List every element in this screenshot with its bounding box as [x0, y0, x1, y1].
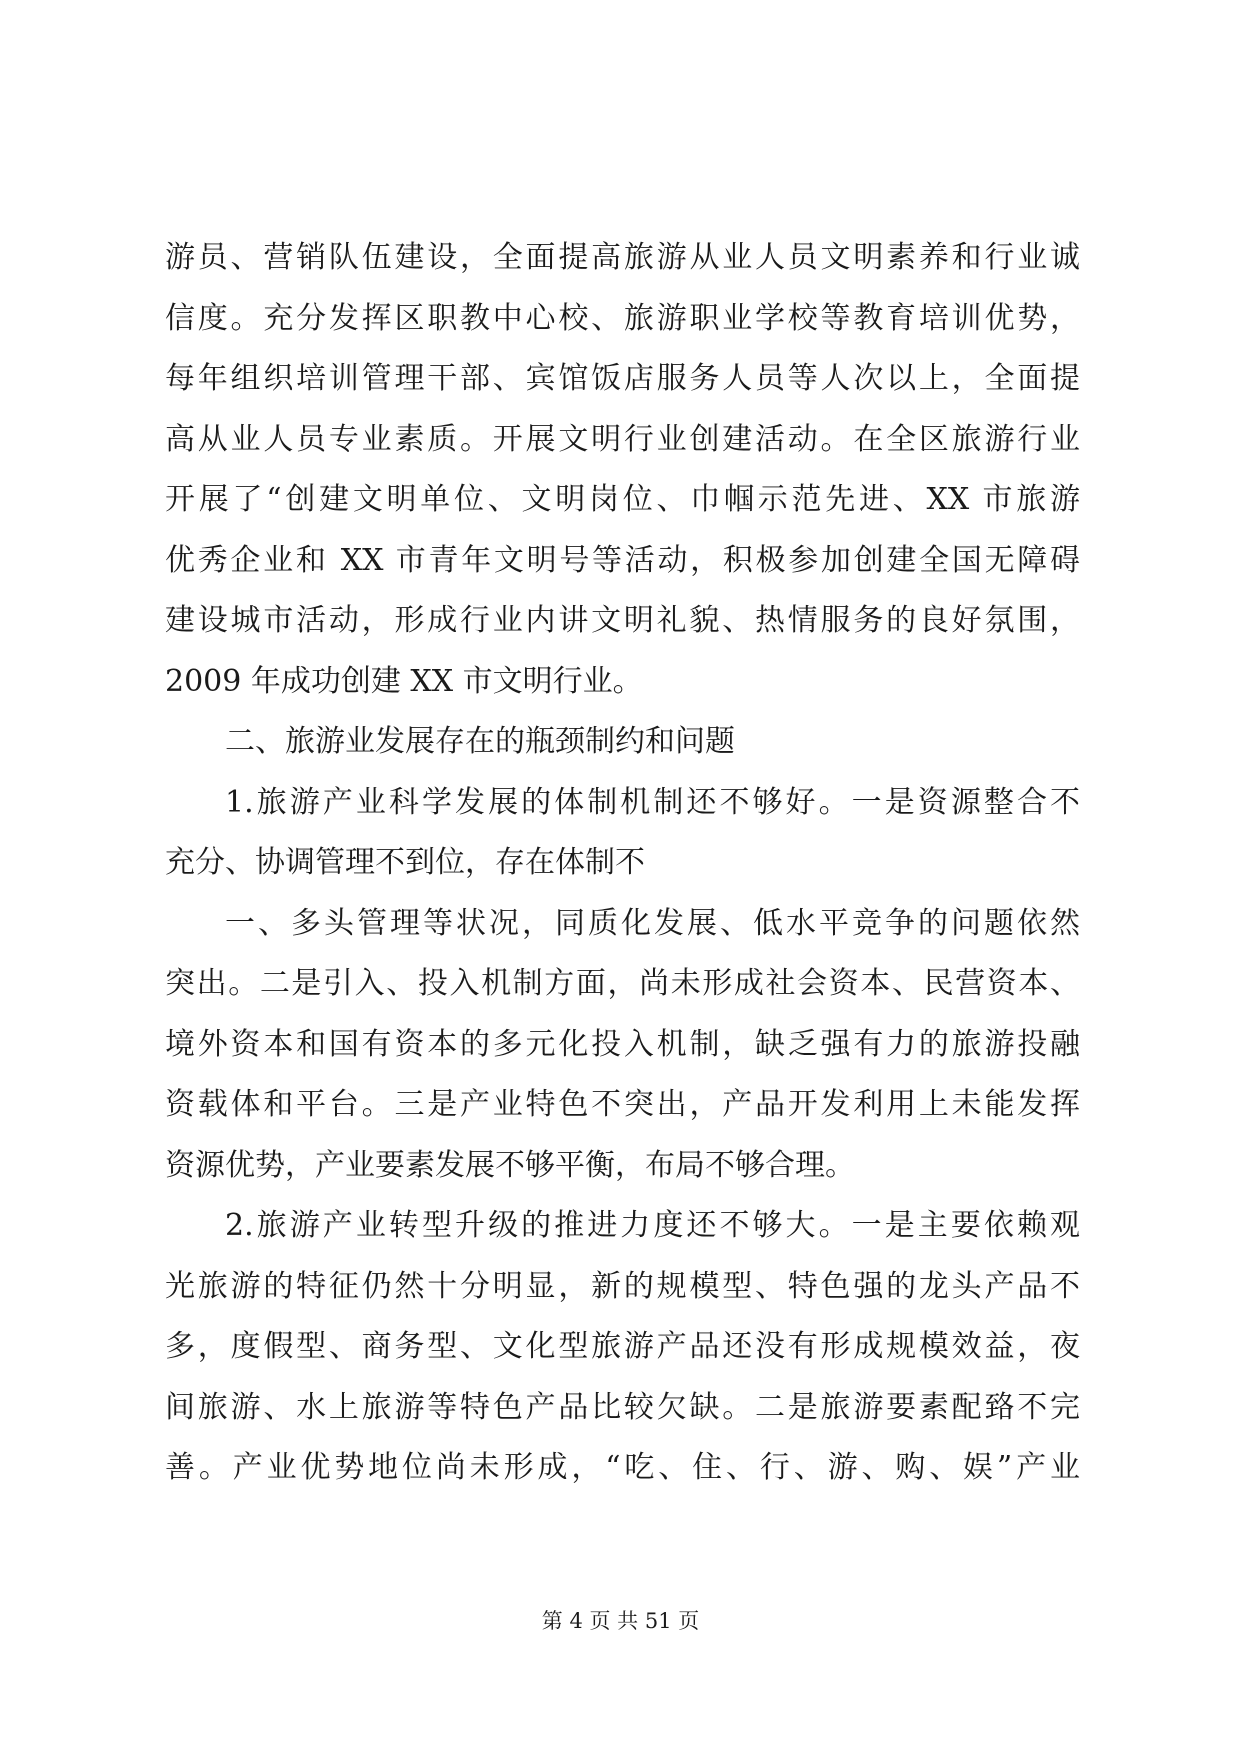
text-line: 2.旅游产业转型升级的推进力度还不够大。一是主要依赖观 — [225, 1208, 1080, 1243]
text-line: 游员、营销队伍建设，全面提高旅游从业人员文明素养和行业诚 — [165, 240, 1080, 275]
text-line: 高从业人员专业素质。开展文明行业创建活动。在全区旅游行业 — [165, 421, 1080, 457]
text-line: 资源优势，产业要素发展不够平衡，布局不够合理。 — [165, 1147, 855, 1183]
text-line: 1.旅游产业科学发展的体制机制还不够好。一是资源整合不 — [225, 784, 1080, 820]
text-line: 间旅游、水上旅游等特色产品比较欠缺。二是旅游要素配臵不完 — [165, 1389, 1080, 1425]
text-line: 资载体和平台。三是产业特色不突出，产品开发利用上未能发挥 — [165, 1087, 1080, 1122]
text-line: 充分、协调管理不到位，存在体制不 — [165, 845, 645, 880]
text-line: 开展了“创建文明单位、文明岗位、巾帼示范先进、XX 市旅游 — [165, 482, 1080, 517]
text-line: 优秀企业和 XX 市青年文明号等活动，积极参加创建全国无障碍 — [165, 542, 1080, 578]
text-line: 信度。充分发挥区职教中心校、旅游职业学校等教育培训优势， — [165, 300, 1080, 336]
document-body — [165, 228, 1080, 1499]
text-line: 突出。二是引入、投入机制方面，尚未形成社会资本、民营资本、 — [165, 966, 1080, 1001]
text-line: 光旅游的特征仍然十分明显，新的规模型、特色强的龙头产品不 — [165, 1268, 1080, 1304]
text-line: 多，度假型、商务型、文化型旅游产品还没有形成规模效益，夜 — [165, 1329, 1080, 1364]
text-line: 建设城市活动，形成行业内讲文明礼貌、热情服务的良好氛围， — [165, 603, 1080, 638]
text-line: 每年组织培训管理干部、宾馆饭店服务人员等人次以上，全面提 — [165, 361, 1080, 396]
text-line: 2009 年成功创建 XX 市文明行业。 — [165, 663, 643, 699]
text-line: 善。产业优势地位尚未形成，“吃、住、行、游、购、娱”产业 — [165, 1450, 1080, 1485]
text-line: 境外资本和国有资本的多元化投入机制，缺乏强有力的旅游投融 — [165, 1026, 1080, 1062]
text-line: 二、旅游业发展存在的瓶颈制约和问题 — [225, 724, 735, 759]
page-footer: 第 4 页 共 51 页 — [541, 1609, 700, 1633]
text-line: 一、多头管理等状况，同质化发展、低水平竞争的问题依然 — [225, 905, 1080, 941]
